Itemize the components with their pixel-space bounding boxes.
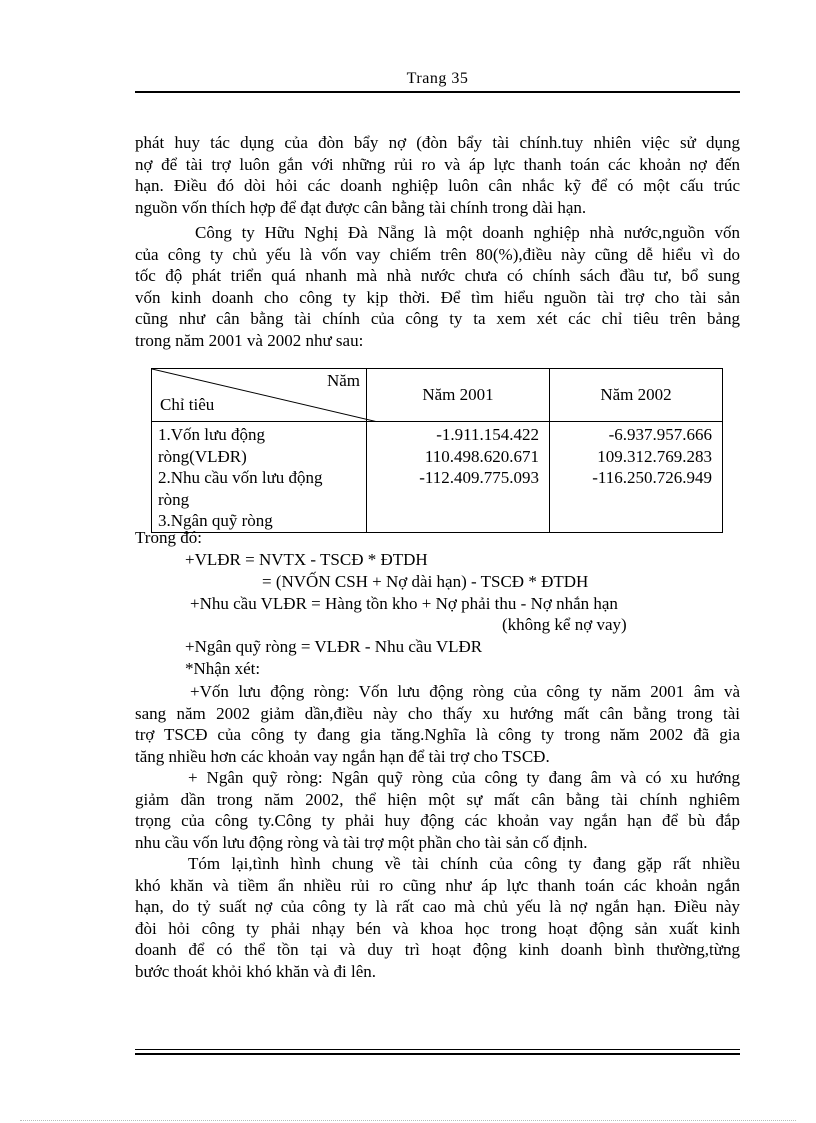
paragraph-1 [135, 132, 740, 218]
text-line: nguồn vốn thích hợp để đạt được cân bằng tài chính trong dài hạn. [135, 197, 587, 217]
text-line: +Vốn lưu động ròng: Vốn lưu động ròng của công ty năm 2001 âm và [190, 682, 740, 701]
table-row [152, 422, 723, 533]
values-2001 [367, 422, 550, 533]
page-header: Trang 35 [406, 70, 469, 87]
column-header-2002: Năm 2002 [550, 369, 723, 422]
formula-nhu-cau-vldr: +Nhu cầu VLĐR = Hàng tồn kho + Nợ phải thu - Nợ nhắn hạn [190, 594, 618, 613]
text-line: cũng như cân bằng tài chính của công ty ta xem xét các chỉ tiêu trên bảng [135, 309, 740, 328]
text-line: của công ty chủ yếu là vốn vay chiếm trên 80(%),điều này cũng dễ hiểu vì do [135, 244, 740, 264]
footer-rule-thick [135, 1053, 740, 1055]
formula-vldr: +VLĐR = NVTX - TSCĐ * ĐTDH [185, 550, 428, 569]
formula-note: (không kể nợ vay) [502, 615, 627, 634]
nhan-xet-label: *Nhận xét: [185, 659, 261, 678]
cell-value: -1.911.154.422 [436, 425, 539, 444]
indicator-header-label: Chỉ tiêu [160, 395, 215, 414]
cell-value: -112.409.775.093 [419, 468, 539, 487]
row-label: 1.Vốn lưu động [158, 425, 265, 444]
text-line: hạn. Điều đó dòi hỏi các doanh nghiệp luôn cân nhắc kỹ để có một cấu trúc [135, 176, 740, 195]
text-line: trợ TSCĐ của công ty đang gia tăng.Nghĩa là công ty trong năm 2002 đã gia [135, 725, 740, 744]
paragraph-2 [135, 222, 740, 351]
text-line: khó khăn và tiềm ẩn nhiều rủi ro cũng như áp lực thanh toán các khoản ngắn [135, 875, 740, 895]
row-label: ròng(VLĐR) [158, 446, 247, 466]
text-line: bước thoát khỏi khó khăn và đi lên. [135, 961, 377, 981]
indicator-table [151, 368, 723, 533]
text-line: nhu cầu vốn lưu động ròng và tài trợ một phần cho tài sản cố định. [135, 832, 588, 852]
paragraph-4 [135, 767, 740, 853]
values-2002 [550, 422, 723, 533]
row-label: ròng [158, 489, 190, 509]
text-line: hạn, do tỷ suất nợ của công ty là rất cao mà chủ yếu là nợ ngắn hạn. Điều này [135, 897, 740, 916]
text-line: tăng nhiều hơn các khoản vay ngắn hạn để tài trợ cho TSCĐ. [135, 746, 550, 766]
row-label: 3.Ngân quỹ ròng [158, 511, 273, 530]
paragraph-5 [135, 853, 740, 982]
text-line: doanh để có thể tồn tại và duy trì hoạt động kinh doanh bình thường,từng [135, 940, 740, 959]
header-rule [135, 91, 740, 93]
page-edge-dots [20, 1120, 796, 1121]
corner-cell [152, 369, 367, 422]
text-line: sang năm 2002 giảm dần,điều này cho thấy xu hướng mất cân bằng trong tài [135, 703, 740, 723]
text-line: đòi hỏi công ty phải nhạy bén và khoa học trong hoạt động sản xuất kinh [135, 918, 740, 938]
trong-do-label: Trong đó: [135, 528, 202, 547]
text-line: Công ty Hữu Nghị Đà Nẵng là một doanh nghiệp nhà nước,nguồn vốn [195, 223, 740, 242]
formula-ngan-quy: +Ngân quỹ ròng = VLĐR - Nhu cầu VLĐR [185, 637, 483, 656]
text-line: Tóm lại,tình hình chung về tài chính của công ty đang gặp rất nhiều [188, 854, 740, 873]
row-label: 2.Nhu cầu vốn lưu động [158, 468, 323, 487]
footer-rule-thin [135, 1049, 740, 1050]
text-line: tốc độ phát triển quá nhanh mà nhà nước chưa có chính sách đầu tư, bổ sung [135, 266, 740, 285]
text-line: vốn kinh doanh cho công ty kịp thời. Để tìm hiểu nguồn tài trợ cho tài sản [135, 287, 740, 307]
cell-value: 109.312.769.283 [597, 446, 712, 466]
year-header-label: Năm [326, 371, 360, 390]
text-line: trong năm 2001 và 2002 như sau: [135, 330, 364, 350]
text-line: phát huy tác dụng của đòn bẩy nợ (đòn bẩy tài chính.tuy nhiên việc sử dụng [135, 133, 740, 152]
cell-value: 110.498.620.671 [424, 446, 539, 466]
text-line: nợ để tài trợ luôn gắn với những rủi ro và áp lực thanh toán các khoản nợ đến [135, 154, 740, 174]
table-header-row [152, 369, 723, 422]
text-line: giảm dần trong năm 2002, thể hiện một sự mất cân bằng tài chính nghiêm [135, 789, 740, 809]
paragraph-3 [135, 681, 740, 767]
column-header-2001: Năm 2001 [367, 369, 550, 422]
cell-value: -116.250.726.949 [592, 468, 712, 487]
text-line: trọng của công ty.Công ty phải huy động các khoản vay ngắn hạn để bù đắp [135, 811, 740, 830]
cell-value: -6.937.957.666 [608, 425, 712, 444]
text-line: + Ngân quỹ ròng: Ngân quỹ ròng của công ty đang âm và có xu hướng [188, 768, 740, 787]
formula-vldr-expanded: = (NVỐN CSH + Nợ dài hạn) - TSCĐ * ĐTDH [262, 572, 589, 591]
indicator-labels [152, 422, 367, 533]
